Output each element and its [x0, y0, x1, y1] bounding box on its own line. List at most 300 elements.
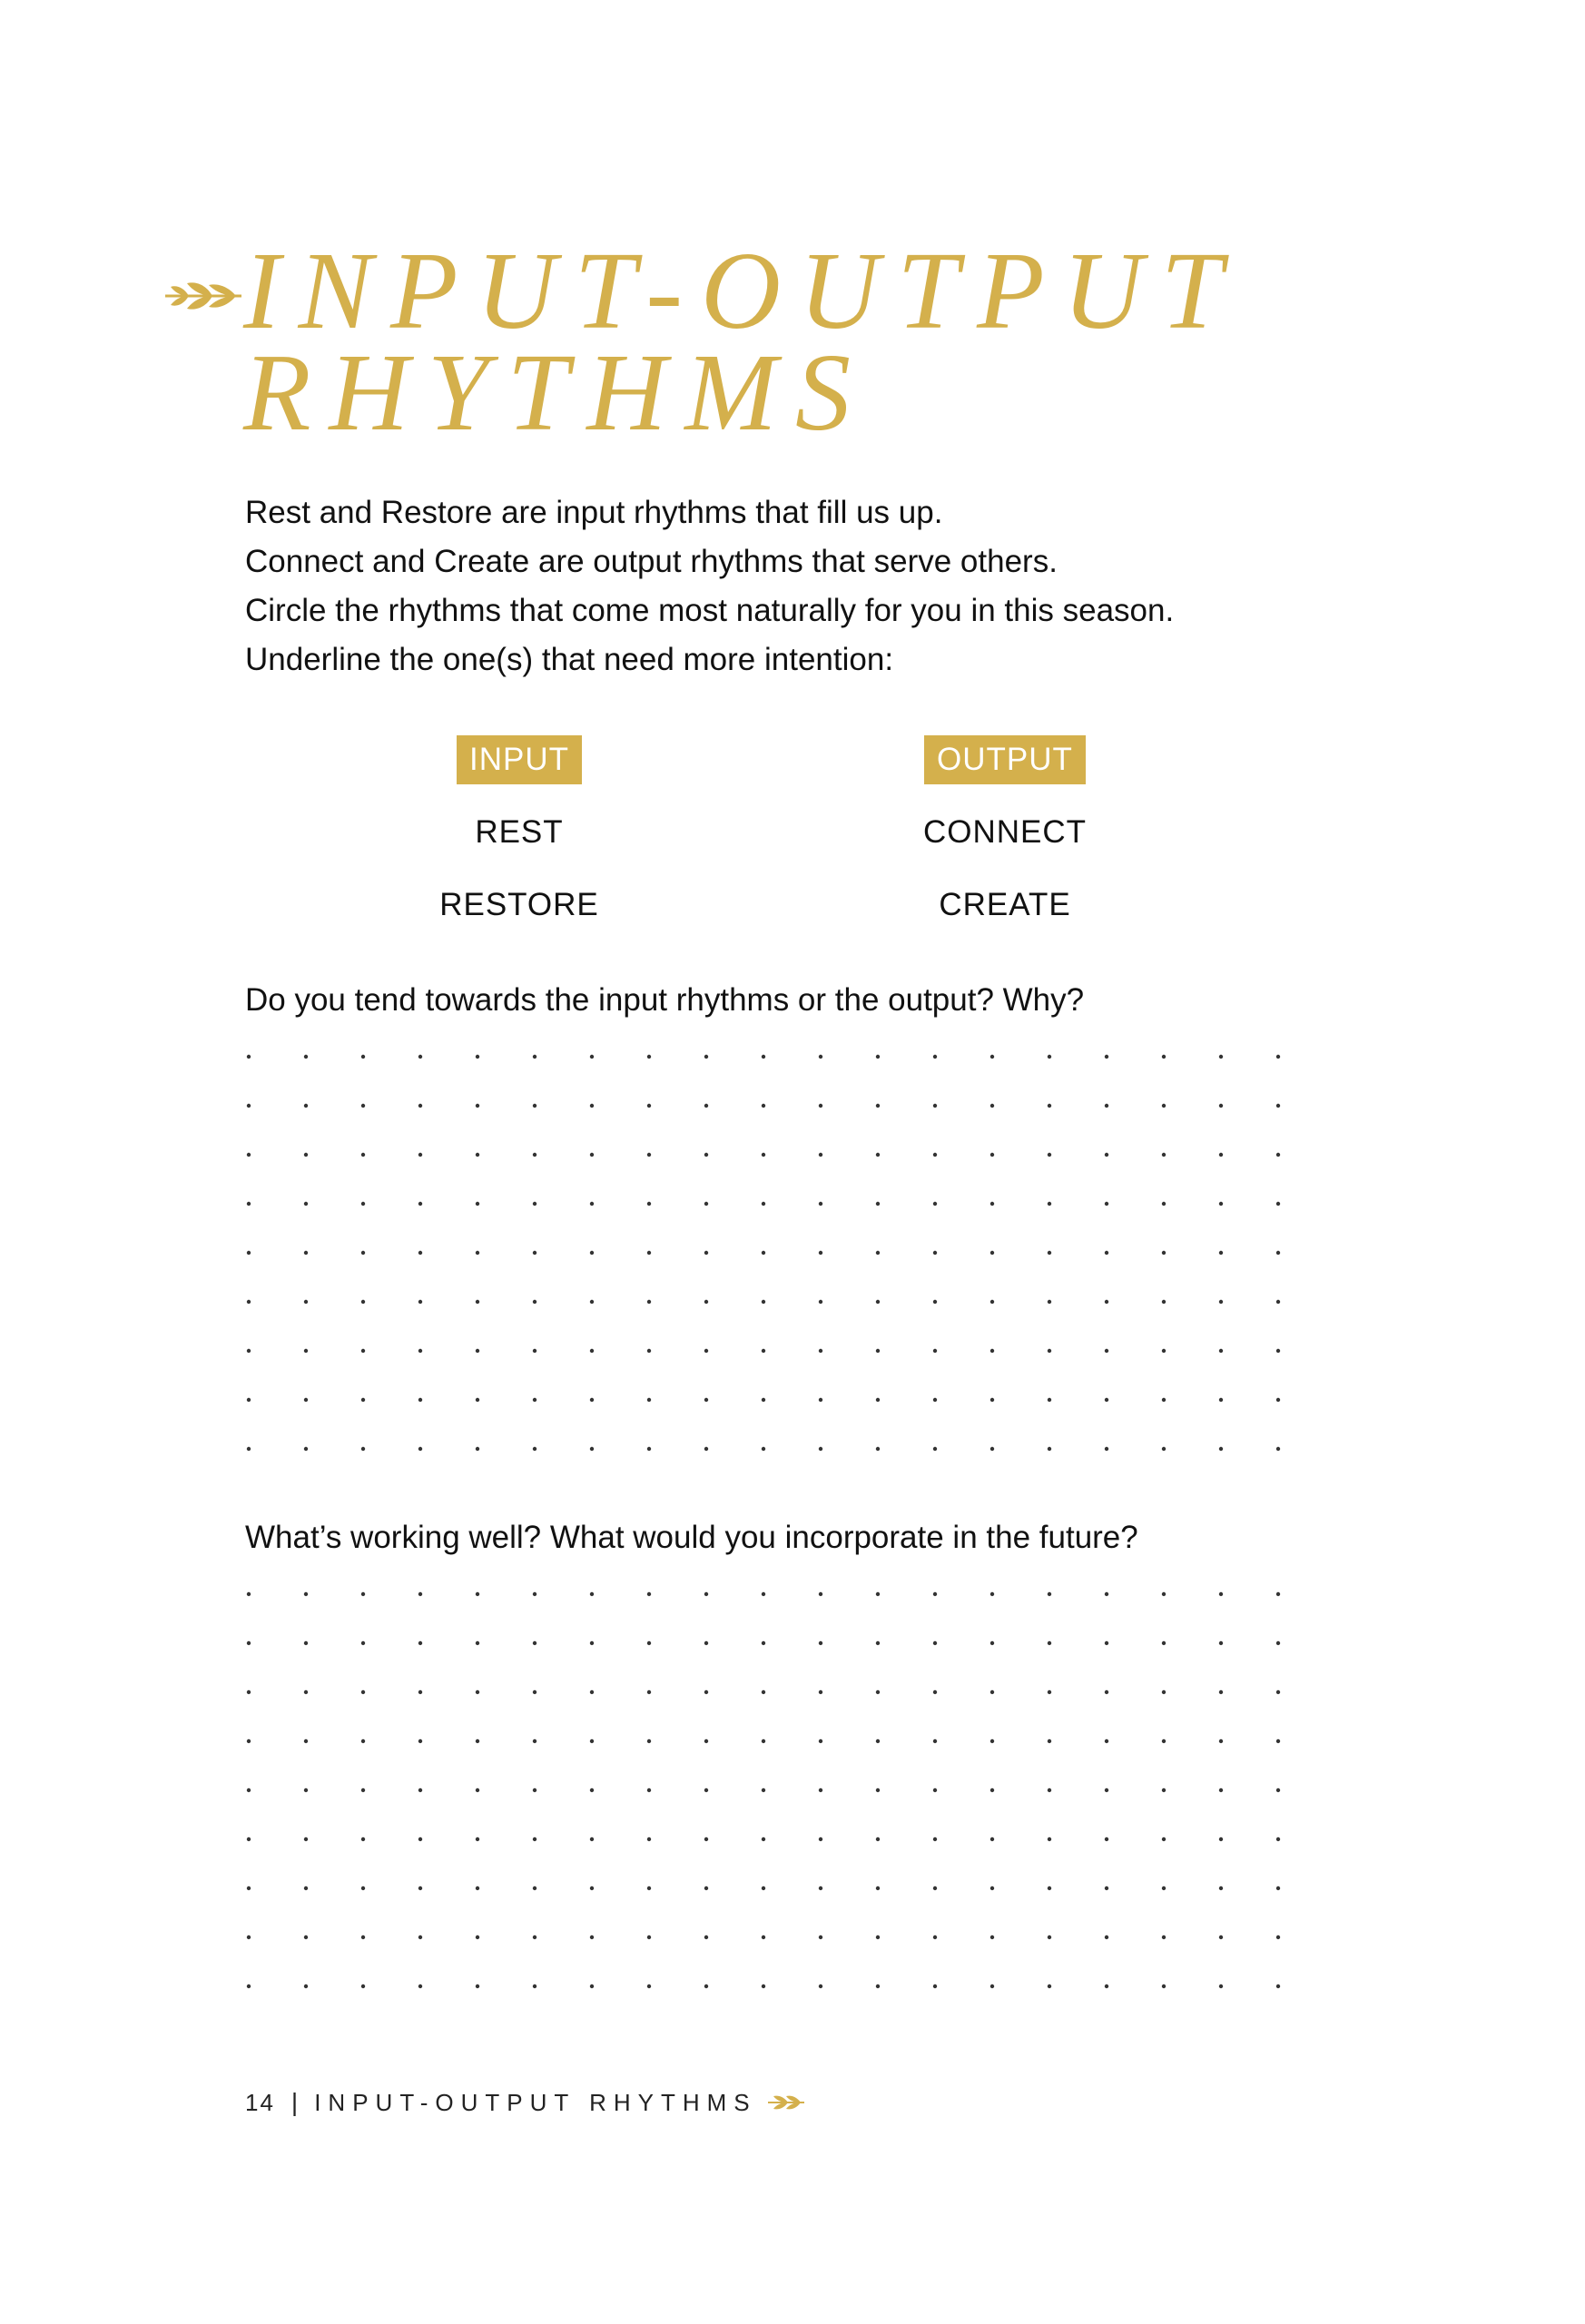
grid-dot — [418, 1690, 422, 1694]
grid-dot — [247, 1398, 251, 1402]
rhythm-restore[interactable]: RESTORE — [439, 887, 599, 922]
grid-dot — [990, 1739, 994, 1743]
grid-dot — [361, 1104, 365, 1108]
grid-dot — [1048, 1592, 1051, 1596]
grid-dot — [1048, 1300, 1051, 1304]
grid-dot — [418, 1641, 422, 1645]
grid-dot — [1276, 1935, 1280, 1939]
grid-dot — [933, 1398, 937, 1402]
rhythm-connect[interactable]: CONNECT — [922, 814, 1088, 850]
grid-dot — [762, 1153, 765, 1157]
grid-dot — [1048, 1641, 1051, 1645]
grid-dot — [1219, 1251, 1223, 1255]
grid-dot — [933, 1592, 937, 1596]
grid-dot — [1048, 1886, 1051, 1890]
grid-dot — [1276, 1300, 1280, 1304]
grid-dot — [990, 1153, 994, 1157]
grid-dot — [990, 1104, 994, 1108]
title-text-line-1: INPUT-OUTPUT — [243, 230, 1241, 352]
grid-dot — [819, 1349, 822, 1353]
grid-dot — [1105, 1447, 1108, 1451]
grid-dot — [1276, 1641, 1280, 1645]
grid-dot — [1276, 1251, 1280, 1255]
grid-dot — [876, 1104, 880, 1108]
grid-dot — [990, 1935, 994, 1939]
grid-dot — [704, 1935, 708, 1939]
grid-dot — [990, 1251, 994, 1255]
grid-dot — [1276, 1398, 1280, 1402]
grid-dot — [990, 1886, 994, 1890]
grid-dot — [990, 1641, 994, 1645]
grid-dot — [1162, 1104, 1166, 1108]
grid-dot — [533, 1837, 537, 1841]
dot-grid-svg — [245, 1580, 1289, 2006]
grid-dot — [876, 1447, 880, 1451]
grid-dot — [247, 1641, 251, 1645]
grid-dot — [1162, 1788, 1166, 1792]
grid-dot — [304, 1984, 308, 1988]
grid-dot — [704, 1886, 708, 1890]
grid-dot — [876, 1788, 880, 1792]
answer-dot-grid-2[interactable] — [245, 1580, 1289, 2006]
grid-dot — [304, 1447, 308, 1451]
grid-dot — [1105, 1153, 1108, 1157]
grid-dot — [361, 1153, 365, 1157]
grid-dot — [704, 1202, 708, 1206]
grid-dot — [762, 1788, 765, 1792]
grid-dot — [361, 1055, 365, 1059]
grid-dot — [247, 1886, 251, 1890]
grid-dot — [418, 1349, 422, 1353]
grid-dot — [418, 1251, 422, 1255]
grid-dot — [590, 1349, 594, 1353]
grid-dot — [819, 1055, 822, 1059]
grid-dot — [304, 1398, 308, 1402]
grid-dot — [933, 1935, 937, 1939]
grid-dot — [1162, 1690, 1166, 1694]
grid-dot — [1219, 1886, 1223, 1890]
grid-dot — [304, 1739, 308, 1743]
grid-dot — [1105, 1398, 1108, 1402]
grid-dot — [361, 1886, 365, 1890]
grid-dot — [819, 1153, 822, 1157]
grid-dot — [304, 1055, 308, 1059]
grid-dot — [647, 1837, 651, 1841]
grid-dot — [247, 1935, 251, 1939]
grid-dot — [933, 1104, 937, 1108]
grid-dot — [1276, 1690, 1280, 1694]
grid-dot — [1105, 1202, 1108, 1206]
grid-dot — [418, 1055, 422, 1059]
grid-dot — [933, 1153, 937, 1157]
grid-dot — [704, 1349, 708, 1353]
question-working-well: What’s working well? What would you incorporate in the future? — [245, 1520, 1138, 1555]
grid-dot — [933, 1300, 937, 1304]
grid-dot — [819, 1251, 822, 1255]
grid-dot — [990, 1300, 994, 1304]
grid-dot — [1219, 1447, 1223, 1451]
grid-dot — [361, 1788, 365, 1792]
grid-dot — [876, 1251, 880, 1255]
grid-dot — [1219, 1837, 1223, 1841]
intro-paragraph — [245, 488, 1353, 684]
grid-dot — [1048, 1055, 1051, 1059]
grid-dot — [933, 1886, 937, 1890]
grid-dot — [704, 1398, 708, 1402]
grid-dot — [1219, 1349, 1223, 1353]
grid-dot — [1219, 1202, 1223, 1206]
grid-dot — [590, 1398, 594, 1402]
rhythm-rest[interactable]: REST — [475, 814, 564, 850]
grid-dot — [418, 1886, 422, 1890]
grid-dot — [533, 1788, 537, 1792]
grid-dot — [1105, 1592, 1108, 1596]
grid-dot — [762, 1690, 765, 1694]
grid-dot — [247, 1592, 251, 1596]
grid-dot — [476, 1641, 479, 1645]
dot-grid-svg — [245, 1042, 1289, 1469]
grid-dot — [304, 1300, 308, 1304]
grid-dot — [1162, 1300, 1166, 1304]
output-badge: OUTPUT — [924, 735, 1086, 784]
answer-dot-grid-1[interactable] — [245, 1042, 1289, 1469]
grid-dot — [590, 1153, 594, 1157]
grid-dot — [990, 1055, 994, 1059]
grid-dot — [361, 1349, 365, 1353]
grid-dot — [762, 1886, 765, 1890]
grid-dot — [418, 1447, 422, 1451]
grid-dot — [476, 1104, 479, 1108]
grid-dot — [418, 1202, 422, 1206]
grid-dot — [876, 1592, 880, 1596]
grid-dot — [819, 1202, 822, 1206]
grid-dot — [876, 1739, 880, 1743]
grid-dot — [361, 1690, 365, 1694]
grid-dot — [1276, 1592, 1280, 1596]
grid-dot — [247, 1837, 251, 1841]
grid-dot — [247, 1788, 251, 1792]
grid-dot — [819, 1837, 822, 1841]
grid-dot — [533, 1984, 537, 1988]
grid-dot — [933, 1447, 937, 1451]
grid-dot — [533, 1592, 537, 1596]
grid-dot — [247, 1447, 251, 1451]
grid-dot — [876, 1349, 880, 1353]
footer-title: INPUT-OUTPUT RHYTHMS — [314, 2088, 757, 2116]
grid-dot — [990, 1349, 994, 1353]
grid-dot — [533, 1055, 537, 1059]
grid-dot — [647, 1349, 651, 1353]
grid-dot — [819, 1104, 822, 1108]
grid-dot — [647, 1055, 651, 1059]
grid-dot — [647, 1398, 651, 1402]
grid-dot — [247, 1349, 251, 1353]
grid-dot — [476, 1251, 479, 1255]
grid-dot — [762, 1202, 765, 1206]
grid-dot — [533, 1300, 537, 1304]
grid-dot — [247, 1202, 251, 1206]
grid-dot — [819, 1935, 822, 1939]
grid-dot — [647, 1153, 651, 1157]
grid-dot — [1105, 1886, 1108, 1890]
grid-dot — [1219, 1984, 1223, 1988]
grid-dot — [304, 1202, 308, 1206]
grid-dot — [361, 1202, 365, 1206]
grid-dot — [1162, 1984, 1166, 1988]
grid-dot — [533, 1398, 537, 1402]
grid-dot — [1219, 1788, 1223, 1792]
grid-dot — [647, 1300, 651, 1304]
leaf-sprig-icon — [163, 276, 243, 316]
grid-dot — [1162, 1641, 1166, 1645]
grid-dot — [1048, 1837, 1051, 1841]
grid-dot — [1105, 1300, 1108, 1304]
grid-dot — [1276, 1447, 1280, 1451]
title-line-2: RHYTHMS — [243, 331, 870, 454]
grid-dot — [361, 1300, 365, 1304]
grid-dot — [819, 1984, 822, 1988]
grid-dot — [1048, 1398, 1051, 1402]
grid-dot — [476, 1055, 479, 1059]
grid-dot — [361, 1984, 365, 1988]
grid-dot — [876, 1300, 880, 1304]
grid-dot — [762, 1055, 765, 1059]
grid-dot — [533, 1935, 537, 1939]
grid-dot — [590, 1641, 594, 1645]
grid-dot — [590, 1055, 594, 1059]
grid-dot — [933, 1349, 937, 1353]
grid-dot — [1276, 1055, 1280, 1059]
grid-dot — [876, 1398, 880, 1402]
grid-dot — [819, 1788, 822, 1792]
grid-dot — [1219, 1592, 1223, 1596]
grid-dot — [762, 1592, 765, 1596]
grid-dot — [990, 1447, 994, 1451]
grid-dot — [1276, 1984, 1280, 1988]
grid-dot — [361, 1935, 365, 1939]
grid-dot — [304, 1592, 308, 1596]
grid-dot — [1048, 1935, 1051, 1939]
grid-dot — [990, 1690, 994, 1694]
grid-dot — [1105, 1788, 1108, 1792]
grid-dot — [476, 1935, 479, 1939]
grid-dot — [1219, 1690, 1223, 1694]
grid-dot — [533, 1251, 537, 1255]
grid-dot — [418, 1104, 422, 1108]
grid-dot — [819, 1739, 822, 1743]
grid-dot — [1105, 1055, 1108, 1059]
grid-dot — [933, 1641, 937, 1645]
grid-dot — [1048, 1349, 1051, 1353]
grid-dot — [647, 1251, 651, 1255]
grid-dot — [1276, 1104, 1280, 1108]
grid-dot — [418, 1398, 422, 1402]
grid-dot — [762, 1447, 765, 1451]
intro-line: Connect and Create are output rhythms that serve others. — [245, 544, 1058, 579]
grid-dot — [361, 1447, 365, 1451]
grid-dot — [647, 1592, 651, 1596]
grid-dot — [533, 1447, 537, 1451]
grid-dot — [647, 1104, 651, 1108]
grid-dot — [704, 1447, 708, 1451]
grid-dot — [704, 1251, 708, 1255]
grid-dot — [990, 1592, 994, 1596]
grid-dot — [418, 1592, 422, 1596]
grid-dot — [1219, 1739, 1223, 1743]
grid-dot — [704, 1690, 708, 1694]
grid-dot — [590, 1984, 594, 1988]
grid-dot — [762, 1300, 765, 1304]
intro-line: Circle the rhythms that come most naturally for you in this season. — [245, 593, 1175, 628]
grid-dot — [1105, 1690, 1108, 1694]
grid-dot — [1162, 1739, 1166, 1743]
grid-dot — [1105, 1641, 1108, 1645]
grid-dot — [590, 1300, 594, 1304]
grid-dot — [1276, 1349, 1280, 1353]
grid-dot — [304, 1641, 308, 1645]
grid-dot — [1048, 1739, 1051, 1743]
grid-dot — [418, 1837, 422, 1841]
grid-dot — [247, 1153, 251, 1157]
grid-dot — [933, 1788, 937, 1792]
grid-dot — [533, 1202, 537, 1206]
grid-dot — [590, 1104, 594, 1108]
grid-dot — [590, 1739, 594, 1743]
grid-dot — [533, 1886, 537, 1890]
grid-dot — [533, 1104, 537, 1108]
grid-dot — [590, 1837, 594, 1841]
input-badge: INPUT — [457, 735, 582, 784]
footer-separator: | — [290, 2088, 299, 2116]
grid-dot — [1105, 1349, 1108, 1353]
grid-dot — [1162, 1398, 1166, 1402]
grid-dot — [361, 1641, 365, 1645]
grid-dot — [990, 1984, 994, 1988]
grid-dot — [762, 1104, 765, 1108]
grid-dot — [304, 1349, 308, 1353]
grid-dot — [876, 1153, 880, 1157]
grid-dot — [247, 1251, 251, 1255]
grid-dot — [762, 1398, 765, 1402]
grid-dot — [762, 1739, 765, 1743]
grid-dot — [933, 1984, 937, 1988]
grid-dot — [1105, 1984, 1108, 1988]
grid-dot — [304, 1251, 308, 1255]
grid-dot — [1276, 1153, 1280, 1157]
grid-dot — [762, 1349, 765, 1353]
grid-dot — [1276, 1837, 1280, 1841]
grid-dot — [1219, 1104, 1223, 1108]
grid-dot — [533, 1349, 537, 1353]
grid-dot — [476, 1739, 479, 1743]
grid-dot — [361, 1837, 365, 1841]
grid-dot — [1162, 1153, 1166, 1157]
grid-dot — [247, 1055, 251, 1059]
grid-dot — [418, 1300, 422, 1304]
grid-dot — [990, 1398, 994, 1402]
grid-dot — [476, 1300, 479, 1304]
grid-dot — [1162, 1251, 1166, 1255]
grid-dot — [1219, 1300, 1223, 1304]
grid-dot — [247, 1739, 251, 1743]
grid-dot — [247, 1690, 251, 1694]
grid-dot — [476, 1153, 479, 1157]
grid-dot — [704, 1739, 708, 1743]
grid-dot — [647, 1690, 651, 1694]
grid-dot — [1276, 1739, 1280, 1743]
grid-dot — [1105, 1837, 1108, 1841]
grid-dot — [1048, 1690, 1051, 1694]
grid-dot — [590, 1788, 594, 1792]
grid-dot — [819, 1690, 822, 1694]
grid-dot — [647, 1739, 651, 1743]
grid-dot — [1162, 1349, 1166, 1353]
grid-dot — [990, 1788, 994, 1792]
intro-line: Rest and Restore are input rhythms that fill us up. — [245, 495, 943, 530]
grid-dot — [590, 1935, 594, 1939]
grid-dot — [247, 1104, 251, 1108]
page-footer — [245, 2084, 806, 2121]
grid-dot — [1276, 1886, 1280, 1890]
grid-dot — [304, 1886, 308, 1890]
grid-dot — [704, 1153, 708, 1157]
grid-dot — [1048, 1104, 1051, 1108]
grid-dot — [876, 1055, 880, 1059]
grid-dot — [361, 1398, 365, 1402]
grid-dot — [990, 1202, 994, 1206]
grid-dot — [647, 1788, 651, 1792]
grid-dot — [647, 1447, 651, 1451]
grid-dot — [933, 1690, 937, 1694]
grid-dot — [533, 1690, 537, 1694]
grid-dot — [476, 1690, 479, 1694]
grid-dot — [704, 1592, 708, 1596]
grid-dot — [361, 1592, 365, 1596]
grid-dot — [876, 1837, 880, 1841]
page-number: 14 — [245, 2088, 275, 2116]
grid-dot — [533, 1153, 537, 1157]
grid-dot — [590, 1592, 594, 1596]
grid-dot — [990, 1837, 994, 1841]
grid-dot — [704, 1788, 708, 1792]
leaf-sprig-icon — [766, 2091, 806, 2114]
grid-dot — [304, 1935, 308, 1939]
question-input-output: Do you tend towards the input rhythms or the output? Why? — [245, 982, 1085, 1018]
grid-dot — [476, 1837, 479, 1841]
grid-dot — [1162, 1886, 1166, 1890]
grid-dot — [1048, 1251, 1051, 1255]
grid-dot — [876, 1886, 880, 1890]
grid-dot — [1219, 1153, 1223, 1157]
grid-dot — [1105, 1251, 1108, 1255]
grid-dot — [647, 1641, 651, 1645]
grid-dot — [876, 1202, 880, 1206]
grid-dot — [476, 1398, 479, 1402]
rhythm-create[interactable]: CREATE — [939, 887, 1071, 922]
grid-dot — [476, 1349, 479, 1353]
grid-dot — [476, 1788, 479, 1792]
grid-dot — [476, 1447, 479, 1451]
grid-dot — [647, 1886, 651, 1890]
output-column — [860, 735, 1150, 930]
grid-dot — [819, 1592, 822, 1596]
grid-dot — [1276, 1788, 1280, 1792]
grid-dot — [418, 1153, 422, 1157]
grid-dot — [933, 1055, 937, 1059]
grid-dot — [1162, 1837, 1166, 1841]
grid-dot — [247, 1984, 251, 1988]
grid-dot — [304, 1104, 308, 1108]
